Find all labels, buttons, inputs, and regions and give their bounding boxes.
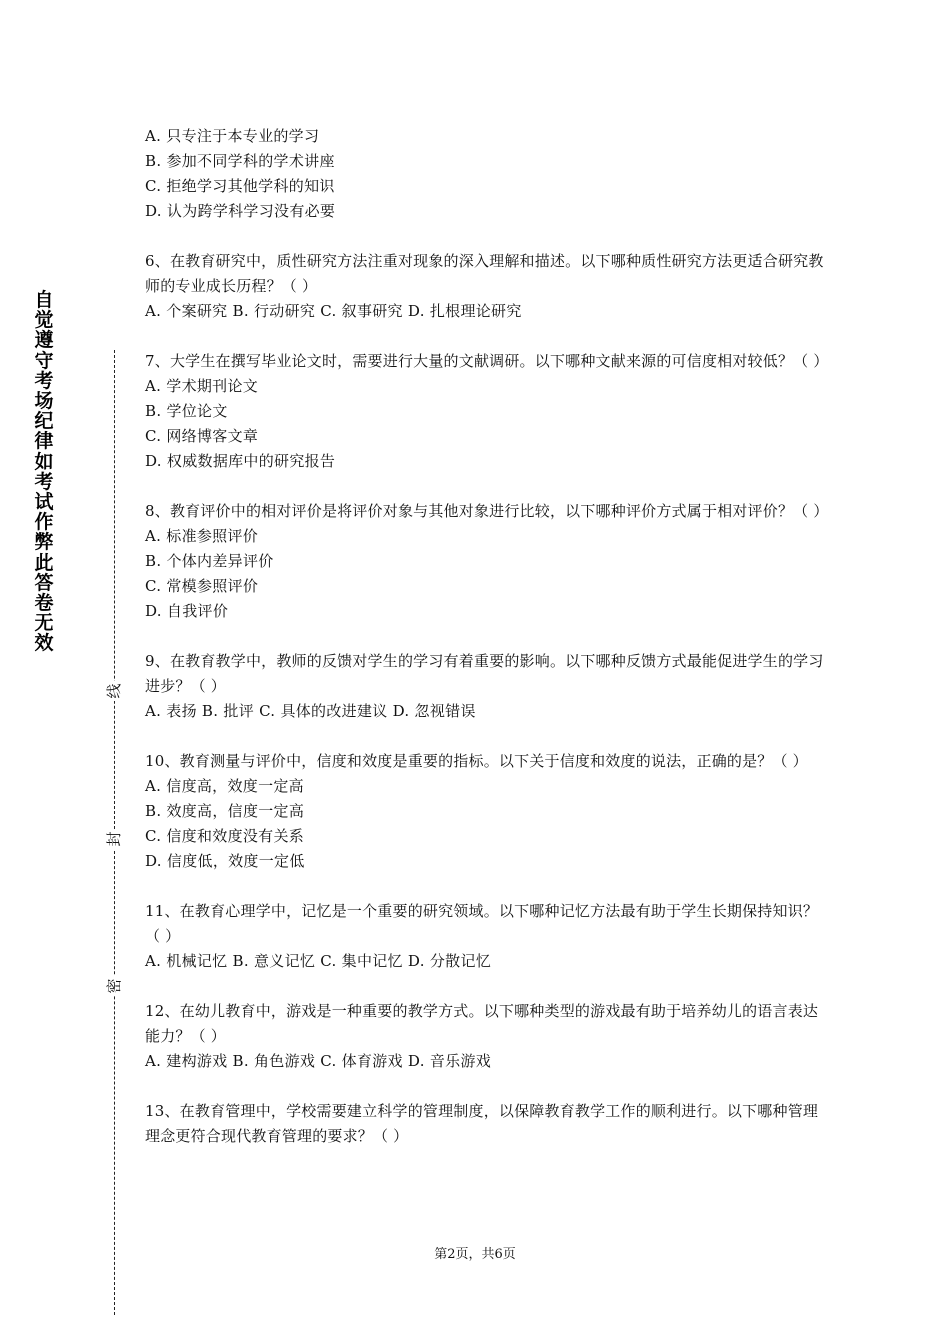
option-line: B. 效度高，信度一定高 [145,802,305,820]
question-text: 9、在教育教学中，教师的反馈对学生的学习有着重要的影响。以下哪种反馈方式最能促进学生的学习进步？（ ） [145,652,824,695]
question-10 [145,749,825,874]
warning-char: 试 [34,491,54,514]
question-11 [145,899,825,974]
warning-char: 纪 [34,410,54,433]
question-7 [145,349,829,474]
warning-char: 作 [34,511,54,534]
binding-label-line: 线 [103,681,125,701]
binding-label-seal: 封 [103,829,125,849]
continued-options [145,124,825,224]
option-line: A. 只专注于本专业的学习 [145,127,320,145]
question-text: 11、在教育心理学中，记忆是一个重要的研究领域。以下哪种记忆方法最有助于学生长期保持知识？（ ） [145,902,819,945]
warning-char: 觉 [34,309,54,332]
warning-char: 答 [34,571,54,594]
option-line: C. 拒绝学习其他学科的知识 [145,177,335,195]
question-12 [145,999,825,1074]
option-line: C. 常模参照评价 [145,577,259,595]
warning-char: 守 [34,349,54,372]
warning-char: 弊 [34,531,54,554]
question-text: 12、在幼儿教育中，游戏是一种重要的教学方式。以下哪种类型的游戏最有助于培养幼儿的语言表达能力？（ ） [145,1002,819,1045]
option-line: A. 学术期刊论文 [145,377,259,395]
warning-char: 此 [34,551,54,574]
warning-char: 遵 [34,329,54,352]
question-text: 10、教育测量与评价中，信度和效度是重要的指标。以下关于信度和效度的说法，正确的是？（ ） [145,752,808,770]
question-8 [145,499,829,624]
option-line: A. 建构游戏 B. 角色游戏 C. 体育游戏 D. 音乐游戏 [145,1052,492,1070]
option-line: B. 个体内差异评价 [145,552,274,570]
warning-char: 律 [34,430,54,453]
question-content [145,124,829,1149]
question-13 [145,1099,825,1149]
question-text: 6、在教育研究中，质性研究方法注重对现象的深入理解和描述。以下哪种质性研究方法更适合研究教师的专业成长历程？（ ） [145,252,824,295]
option-line: B. 参加不同学科的学术讲座 [145,152,335,170]
option-line: B. 学位论文 [145,402,228,420]
warning-char: 自 [34,289,54,311]
question-6 [145,249,825,324]
option-line: A. 表扬 B. 批评 C. 具体的改进建议 D. 忽视错误 [145,702,476,720]
question-text: 13、在教育管理中，学校需要建立科学的管理制度，以保障教育教学工作的顺利进行。以下哪种管理理念更符合现代教育管理的要求？（ ） [145,1102,819,1145]
option-line: D. 认为跨学科学习没有必要 [145,202,336,220]
option-line: C. 信度和效度没有关系 [145,827,305,845]
page-footer: 第2页，共6页 [434,1247,516,1262]
option-line: A. 标准参照评价 [145,527,259,545]
warning-char: 考 [34,369,54,392]
warning-char: 无 [34,612,54,635]
option-line: D. 信度低，效度一定低 [145,852,305,870]
option-line: D. 自我评价 [145,602,229,620]
option-line: C. 网络博客文章 [145,427,259,445]
question-9 [145,649,825,724]
option-line: D. 权威数据库中的研究报告 [145,452,336,470]
warning-char: 场 [34,390,54,413]
binding-label-dense: 密 [103,976,125,996]
question-text: 7、大学生在撰写毕业论文时，需要进行大量的文献调研。以下哪种文献来源的可信度相对较低？（ ） [145,352,829,370]
warning-char: 考 [34,470,54,493]
warning-char: 效 [34,632,54,655]
question-text: 8、教育评价中的相对评价是将评价对象与其他对象进行比较，以下哪种评价方式属于相对评价？（ ） [145,502,829,520]
option-line: A. 个案研究 B. 行动研究 C. 叙事研究 D. 扎根理论研究 [145,302,522,320]
option-line: A. 机械记忆 B. 意义记忆 C. 集中记忆 D. 分散记忆 [145,952,492,970]
warning-char: 卷 [34,592,54,615]
option-line: A. 信度高，效度一定高 [145,777,304,795]
exam-discipline-warning [30,290,58,654]
warning-char: 如 [34,450,54,473]
